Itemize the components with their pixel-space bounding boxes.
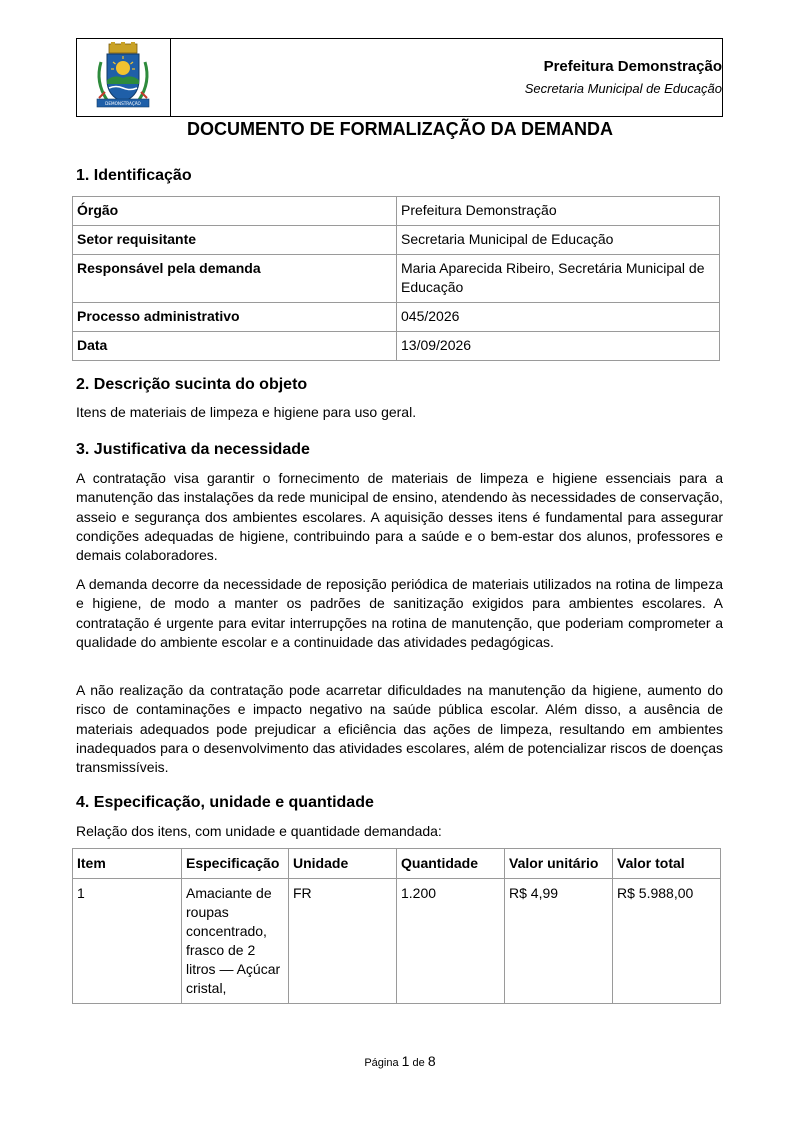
- object-description: Itens de materiais de limpeza e higiene para uso geral.: [76, 404, 417, 420]
- document-title: DOCUMENTO DE FORMALIZAÇÃO DA DEMANDA: [187, 119, 613, 139]
- item-total: R$ 5.988,00: [613, 879, 721, 1004]
- document-header: [76, 38, 723, 117]
- section-1-title: 1. Identificação: [76, 167, 192, 184]
- table-row: [73, 226, 720, 255]
- page-word: Página: [364, 1057, 399, 1069]
- section-3-title: 3. Justificativa da necessidade: [76, 441, 310, 458]
- column-header: Item: [73, 849, 182, 879]
- table-row: [73, 197, 720, 226]
- table-row: [73, 879, 721, 1004]
- org-name: Prefeitura Demonstração: [543, 58, 722, 75]
- table-row: [73, 255, 720, 303]
- row-value: 045/2026: [397, 303, 720, 332]
- page-number: 1: [401, 1053, 410, 1069]
- org-subtitle: Secretaria Municipal de Educação: [524, 81, 722, 96]
- row-value: Maria Aparecida Ribeiro, Secretária Municipal de Educação: [397, 255, 720, 303]
- row-value: Secretaria Municipal de Educação: [397, 226, 720, 255]
- row-value: Prefeitura Demonstração: [397, 197, 720, 226]
- table-row: [73, 332, 720, 361]
- justification-paragraph-1: A contratação visa garantir o fornecimento de materiais de limpeza e higiene essenciais para a manutenção das instalações da rede municipal de ensino, atendendo às necessidades de conservação, asseio e segurança dos ambientes escolares. A aquisição desses itens é fundamental para assegurar condições adequadas de higiene, contribuindo para a saúde e o bem-estar dos alunos, professores e demais colaboradores.: [76, 470, 723, 564]
- table-row: [73, 303, 720, 332]
- item-quantity: 1.200: [397, 879, 505, 1004]
- logo-cell: [77, 39, 171, 116]
- column-header: Especificação: [182, 849, 289, 879]
- items-intro: Relação dos itens, com unidade e quantidade demandada:: [76, 823, 442, 839]
- column-header: Valor total: [613, 849, 721, 879]
- justification-paragraph-3: A não realização da contratação pode acarretar dificuldades na manutenção da higiene, aumento do risco de contaminações e impacto negativo na saúde pública escolar. Além disso, a ausência de materiais adequados pode prejudicar a eficiência das ações de limpeza, resultando em ambientes inadequados para o desenvolvimento das atividades escolares, além de potencializar riscos de doenças transmissíveis.: [76, 682, 723, 776]
- item-number: 1: [73, 879, 182, 1004]
- column-header: Unidade: [289, 849, 397, 879]
- section-4-title: 4. Especificação, unidade e quantidade: [76, 794, 374, 811]
- row-label: Data: [73, 332, 397, 361]
- row-value: 13/09/2026: [397, 332, 720, 361]
- org-cell: [171, 39, 722, 116]
- section-2-title: 2. Descrição sucinta do objeto: [76, 376, 308, 393]
- of-word: de: [412, 1057, 425, 1069]
- justification-paragraph-2: A demanda decorre da necessidade de reposição periódica de materiais utilizados na rotina de limpeza e higiene, de modo a manter os padrões de sanitização exigidos para ambientes escolares. A contratação é urgente para evitar interrupções na rotina de manutenção, que poderiam comprometer a qualidade do ambiente escolar e a continuidade das atividades pedagógicas.: [76, 576, 723, 650]
- column-header: Valor unitário: [505, 849, 613, 879]
- item-specification: Amaciante de roupas concentrado, frasco de 2 litros — Açúcar cristal,: [182, 879, 289, 1004]
- item-unit-price: R$ 4,99: [505, 879, 613, 1004]
- page-footer: [0, 1053, 800, 1069]
- row-label: Setor requisitante: [73, 226, 397, 255]
- table-header-row: [73, 849, 721, 879]
- items-table: [72, 848, 721, 1004]
- column-header: Quantidade: [397, 849, 505, 879]
- identification-table: [72, 196, 720, 361]
- page-total: 8: [427, 1053, 436, 1069]
- row-label: Responsável pela demanda: [73, 255, 397, 303]
- row-label: Órgão: [73, 197, 397, 226]
- row-label: Processo administrativo: [73, 303, 397, 332]
- crest-banner-text: DEMONSTRAÇÃO: [105, 101, 141, 106]
- municipal-crest-icon: [91, 42, 155, 110]
- item-unit: FR: [289, 879, 397, 1004]
